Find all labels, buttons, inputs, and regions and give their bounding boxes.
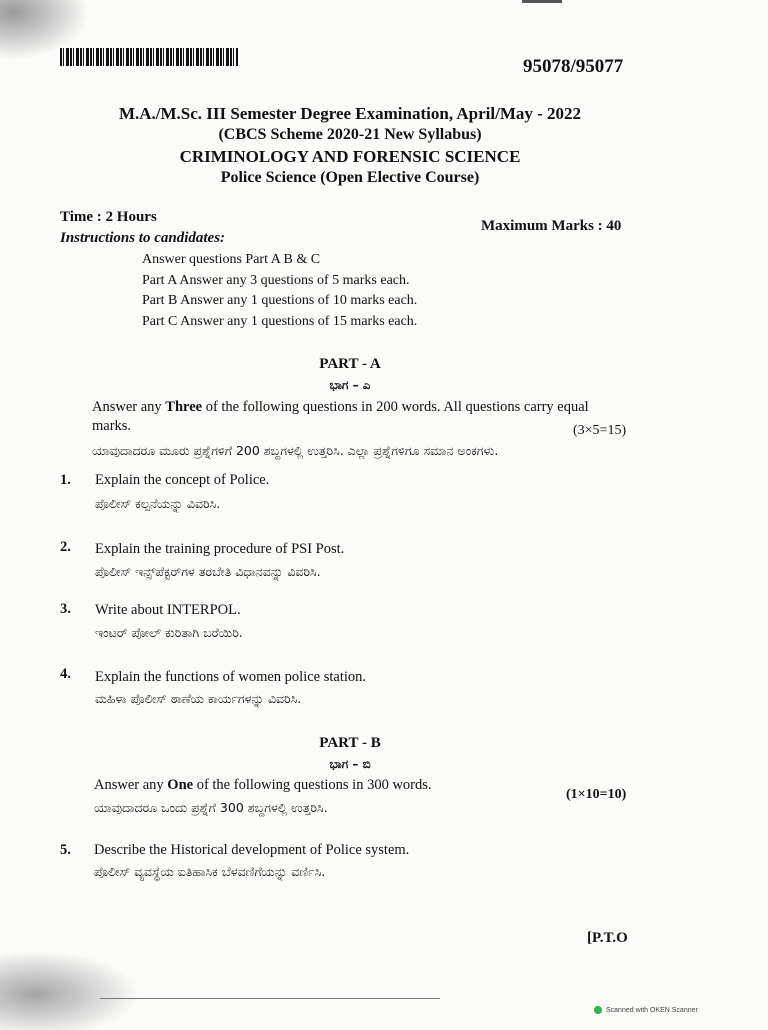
- barcode: [60, 48, 238, 66]
- divider: [100, 998, 440, 999]
- question-number: 1.: [60, 472, 71, 488]
- question-text-kannada: ಮಹಿಳಾ ಪೊಲೀಸ್ ಠಾಣೆಯ ಕಾರ್ಯಗಳನ್ನು ವಿವರಿಸಿ.: [95, 691, 302, 706]
- part-a-title: PART - A: [319, 356, 381, 372]
- question-text-kannada: ಪೊಲೀಸ್ ಇನ್ಸ್‌ಪೆಕ್ಟರ್‌ಗಳ ತರಬೇತಿ ವಿಧಾನವನ್ನು ವಿವರಿಸಿ.: [95, 564, 321, 579]
- part-a-instructions-kannada: ಯಾವುದಾದರೂ ಮೂರು ಪ್ರಶ್ನೆಗಳಿಗೆ 200 ಶಬ್ದಗಳಲ್ಲಿ ಉತ್ತರಿಸಿ. ಎಲ್ಲಾ ಪ್ರಶ್ನೆಗಳಿಗೂ ಸಮಾನ ಅಂಕಗಳು.: [92, 443, 499, 458]
- question-text: Describe the Historical development of Police system.: [94, 842, 410, 858]
- instruction-line: Answer questions Part A B & C: [142, 252, 321, 267]
- part-b-marks: (1×10=10): [566, 787, 627, 802]
- scan-smudge-bottom-left: [0, 950, 140, 1030]
- part-b-title-kannada: ಭಾಗ – ಬಿ: [329, 757, 371, 771]
- instructions-title: Instructions to candidates:: [60, 230, 226, 246]
- part-b-instructions-kannada: ಯಾವುದಾದರೂ ಒಂದು ಪ್ರಶ್ನೆಗೆ 300 ಶಬ್ದಗಳಲ್ಲಿ ಉತ್ತರಿಸಿ.: [94, 800, 328, 815]
- question-number: 3.: [60, 601, 71, 617]
- instruction-line: Part C Answer any 1 questions of 15 marks each.: [142, 314, 418, 329]
- part-b-title: PART - B: [319, 735, 381, 751]
- question-text: Write about INTERPOL.: [95, 602, 241, 618]
- part-a-marks: (3×5=15): [573, 423, 627, 438]
- question-text: Explain the training procedure of PSI Post.: [95, 541, 345, 557]
- question-text-kannada: ಇಂಟರ್ ಪೋಲ್ ಕುರಿತಾಗಿ ಬರೆಯಿರಿ.: [95, 625, 243, 640]
- scanner-logo-icon: [594, 1006, 602, 1014]
- part-a-instructions: Answer any Three of the following questions in 200 words. All questions carry equal: [92, 399, 589, 415]
- subject-title: CRIMINOLOGY AND FORENSIC SCIENCE: [179, 147, 521, 166]
- maximum-marks: Maximum Marks : 40: [481, 218, 622, 234]
- scheme-line: (CBCS Scheme 2020-21 New Syllabus): [218, 126, 482, 143]
- time-allowed: Time : 2 Hours: [60, 209, 157, 225]
- instruction-line: Part B Answer any 1 questions of 10 marks each.: [142, 293, 418, 308]
- question-text-kannada: ಪೊಲೀಸ್ ಕಲ್ಪನೆಯನ್ನು ವಿವರಿಸಿ.: [95, 496, 221, 511]
- question-text: Explain the functions of women police station.: [95, 669, 367, 685]
- scan-mark: [522, 0, 562, 3]
- exam-title: M.A./M.Sc. III Semester Degree Examination, April/May - 2022: [118, 104, 582, 123]
- scanner-watermark: Scanned with OKEN Scanner: [594, 1006, 698, 1014]
- question-number: 4.: [60, 666, 71, 682]
- please-turn-over: [P.T.O: [587, 930, 628, 946]
- course-title: Police Science (Open Elective Course): [220, 169, 480, 186]
- paper-code: 95078/95077: [523, 56, 624, 77]
- question-text: Explain the concept of Police.: [95, 472, 270, 488]
- question-number: 5.: [60, 842, 71, 858]
- part-a-instructions-cont: marks.: [92, 418, 132, 434]
- question-number: 2.: [60, 539, 71, 555]
- part-a-title-kannada: ಭಾಗ – ಎ: [329, 378, 371, 392]
- part-b-instructions: Answer any One of the following questions in 300 words.: [94, 777, 432, 793]
- instruction-line: Part A Answer any 3 questions of 5 marks each.: [142, 273, 410, 288]
- question-text-kannada: ಪೊಲೀಸ್ ವ್ಯವಸ್ಥೆಯ ಐತಿಹಾಸಿಕ ಬೆಳವಣಿಗೆಯನ್ನು ವರ್ಣಿಸಿ.: [94, 864, 326, 879]
